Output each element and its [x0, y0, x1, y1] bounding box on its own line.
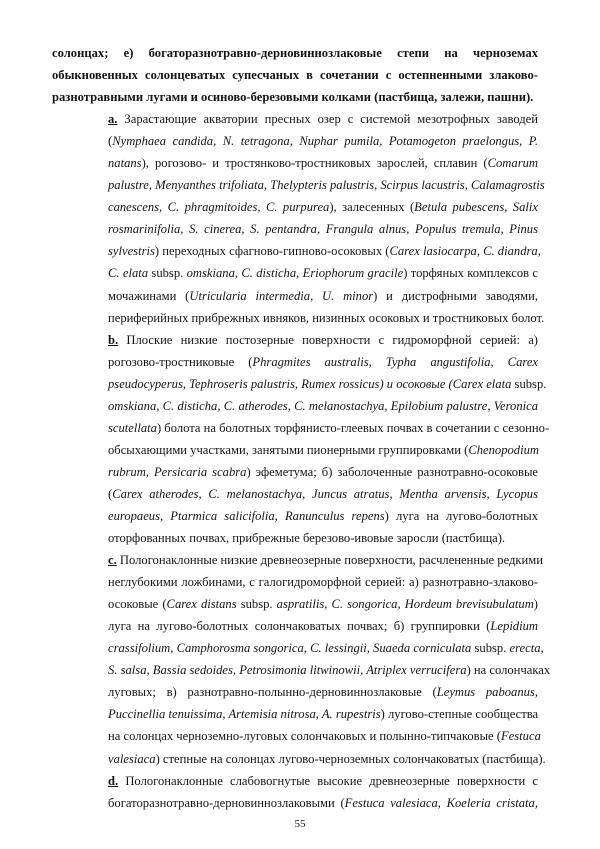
item-label: d. [108, 773, 119, 788]
text-line [108, 792, 538, 814]
latin-species-text: erecta, [509, 641, 544, 656]
text-segment: мочажинами ( [108, 288, 190, 303]
text-line [108, 659, 551, 681]
paragraph-intro [0, 42, 600, 108]
text-segment: богаторазнотравно-дерновиннозлаковыми ( [108, 795, 345, 810]
latin-species-text: Carex distans [166, 597, 237, 612]
text-segment: ) торфяных комплексов с [403, 266, 538, 281]
text-segment: луга на лугово-болотных солончаковатых почвах; б) группировки ( [108, 619, 491, 634]
latin-species-text: scutellata [108, 420, 157, 435]
text-segment: subsp. [236, 597, 277, 612]
text-line [108, 417, 550, 439]
text-line [108, 262, 538, 284]
text-segment: рогозово-тростниковые ( [108, 354, 253, 369]
text-line [108, 748, 546, 770]
paragraph-item-c [0, 549, 600, 769]
text-segment: Плоские низкие постозерные поверхности с гидроморфной серией: а) [118, 332, 538, 347]
latin-species-text: S. salsa, Bassia sedoides, Petrosimonia litwinowii, Atriplex verrucifera [108, 663, 467, 678]
text-segment: неглубокими ложбинами, с галогидроморфной серией: а) разнотравно-злаково- [108, 575, 538, 590]
text-line [108, 108, 538, 130]
text-line [108, 351, 538, 373]
text-segment: ) на солончаках [466, 663, 551, 678]
latin-species-text: Carex atherodes, C. melanostachya, Juncus atratus, Mentha arvensis, Lycopus [112, 486, 538, 501]
latin-species-text: europaeus, Ptarmica salicifolia, Ranunculus repens [108, 508, 385, 523]
text-segment: Пологонаклонные низкие древнеозерные поверхности, расчлененные редкими [116, 553, 543, 568]
page-number: 55 [294, 818, 306, 830]
text-line [108, 549, 543, 571]
text-segment: Зарастающие акватории пресных озер с системой мезотрофных заводей [117, 112, 538, 127]
text-segment: осоковые ( [108, 597, 167, 612]
text-segment: subsp. [148, 266, 187, 281]
text-line [108, 373, 547, 395]
latin-species-text: Phragmites australis, Typha angustifolia, Carex [252, 354, 538, 369]
text-line [108, 681, 538, 703]
text-segment: ) лугово-степные сообщества [380, 707, 539, 722]
latin-species-text: omskiana, C. disticha, Eriophorum gracile [186, 266, 404, 281]
text-line [108, 130, 538, 152]
paragraph-item-b [0, 329, 600, 549]
text-line [52, 86, 538, 108]
text-line [52, 64, 538, 86]
text-segment: ) [533, 597, 538, 612]
text-segment: subsp. [511, 376, 547, 391]
text-line [108, 725, 541, 747]
text-line [108, 285, 538, 307]
text-segment: периферийных прибрежных ивняков, низинных осоковых и тростниковых болот. [108, 310, 545, 325]
latin-species-text: Nymphaea candida, N. tetragona, Nuphar pumila, Potamogeton praelongus, P. [112, 134, 538, 149]
latin-species-text: C. elata [108, 266, 149, 281]
latin-species-text: rubrum, Persicaria scabra [108, 464, 247, 479]
text-line [108, 703, 538, 725]
text-line [108, 615, 538, 637]
paragraph-item-a [0, 108, 600, 328]
text-line [108, 505, 538, 527]
latin-species-text: Festuca valesiaca, Koeleria cristata, [344, 795, 538, 810]
text-segment: ), рогозово- и тростянково-тростниковых зарослей, сплавин ( [141, 156, 488, 171]
text-segment: ) степные на солонцах лугово-черноземных солончаковатых (пастбища). [155, 751, 546, 766]
text-line [52, 42, 538, 64]
latin-species-text: Betula pubescens, Salix [414, 200, 538, 215]
text-segment: Пологонаклонные слабовогнутые высокие древнеозерные поверхности с [118, 773, 538, 788]
text-line [108, 461, 538, 483]
text-segment: разнотравными лугами и осиново-березовыми колками (пастбища, залежи, пашни). [52, 90, 534, 105]
latin-species-text: Puccinellia tenuissima, Artemisia nitrosa, A. rupestris [108, 707, 381, 722]
document-body [0, 42, 600, 814]
latin-species-text: Leymus paboanus, [436, 685, 538, 700]
text-segment: ) переходных сфагново-гипново-осоковых ( [154, 244, 390, 259]
item-label: c. [108, 553, 117, 568]
text-segment: ) луга на лугово-болотных [384, 508, 538, 523]
latin-species-text: Utricularia intermedia, U. minor [189, 288, 374, 303]
text-segment: ), залесенных ( [329, 200, 415, 215]
text-line [108, 483, 538, 505]
text-line [108, 593, 538, 615]
text-line [108, 196, 538, 218]
text-segment: ( [108, 486, 113, 501]
latin-species-text: Lepidium [490, 619, 538, 634]
text-line [108, 439, 538, 461]
latin-species-text: pseudocyperus, Tephroseris palustris, Rumex rossicus) и осоковые (Carex elata [108, 376, 512, 391]
text-segment: ) болота на болотных торфянисто-глеевых почвах в сочетании с сезонно- [156, 420, 550, 435]
text-segment: солонцах; е) богаторазнотравно-дерновиннозлаковые степи на черноземах [52, 46, 538, 60]
text-line [108, 307, 545, 329]
text-segment: ( [108, 134, 113, 149]
latin-species-text: palustre, Menyanthes trifoliata, Thelypteris palustris, Scirpus lacustris, Calamagrostis [108, 178, 545, 193]
item-label: a. [108, 112, 118, 127]
text-segment: обыкновенных солонцеватых супесчаных в сочетании с остепненными злаково- [52, 68, 538, 83]
text-line [108, 637, 544, 659]
text-segment: ) эфеметума; б) заболоченные разнотравно-осоковые [246, 464, 538, 479]
latin-species-text: aspratilis, C. songorica, Hordeum brevisubulatum [276, 597, 534, 612]
text-segment: обсыхающими участками, занятыми пионерными группировками ( [108, 442, 469, 457]
text-segment: луговых; в) разнотравно-полынно-дерновиннозлаковые ( [108, 685, 437, 700]
text-line [108, 152, 538, 174]
latin-species-text: canescens, C. phragmitoides, C. purpurea [108, 200, 330, 215]
text-line [108, 240, 541, 262]
text-line [108, 527, 538, 549]
text-line [108, 218, 538, 240]
text-segment: оторфованных почвах, прибрежные березово-ивовые заросли (пастбища). [108, 531, 506, 546]
latin-species-text: Carex lasiocarpa, C. diandra, [389, 244, 541, 259]
paragraph-item-d [0, 770, 600, 814]
latin-species-text: Comarum [487, 156, 538, 171]
latin-species-text: natans [108, 156, 142, 171]
latin-species-text: crassifolium, Camphorosma songorica, C. lessingii, Suaeda corniculata [108, 641, 472, 656]
text-segment: на солонцах черноземно-луговых солончаковых и полынно-типчаковые ( [108, 729, 501, 744]
latin-species-text: omskiana, C. disticha, C. atherodes, C. melanostachya, Epilobium palustre, Veronica [108, 398, 538, 413]
text-line [108, 329, 538, 351]
latin-species-text: Chenopodium [468, 442, 539, 457]
item-label: b. [108, 332, 119, 347]
latin-species-text: Festuca [501, 729, 541, 744]
latin-species-text: sylvestris [108, 244, 155, 259]
text-line [108, 571, 538, 593]
latin-species-text: rosmarinifolia, S. cinerea, S. pentandra, Frangula alnus, Populus tremula, Pinus [108, 222, 538, 237]
text-line [108, 174, 545, 196]
text-segment: ) и дистрофными заводями, [373, 288, 538, 303]
text-segment: subsp. [471, 641, 510, 656]
latin-species-text: valesiaca [108, 751, 156, 766]
text-line [108, 770, 538, 792]
text-line [108, 395, 538, 417]
